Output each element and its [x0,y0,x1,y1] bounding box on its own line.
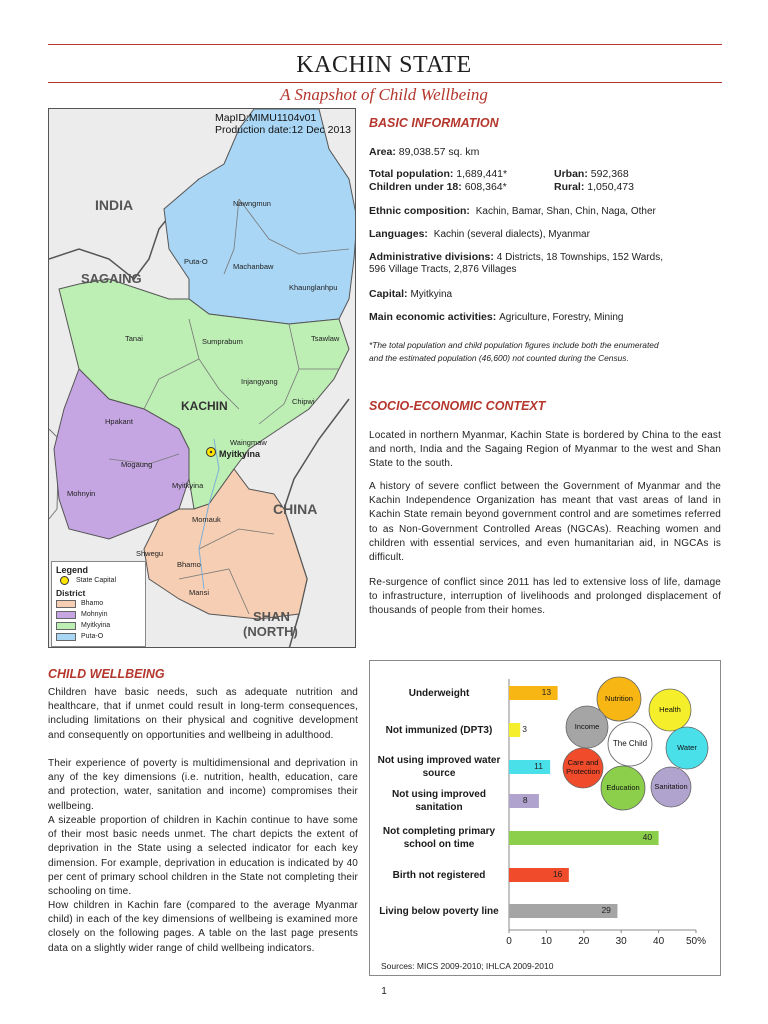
category-label-line: Living below poverty line [379,905,499,917]
township-label: Bhamo [177,560,201,569]
socio-economic-paragraph: Re-surgence of conflict since 2011 has led to extensive loss of life, damage to infrastructure, interruption of livelihoods and prolonged displacement of thousands of people from their homes. [369,577,721,617]
dimension-label: Health [659,705,681,714]
township-label: Injangyang [241,377,278,386]
child-wellbeing-paragraph: Their experience of poverty is multidimensional and deprivation in any of the key dimensions (i.e. nutrition, health, education, care and protection, water, sanitation and income) compromises their wellbeing. [48,758,358,812]
page-subtitle: A Snapshot of Child Wellbeing [280,85,488,104]
admin-value: 4 Districts, 18 Townships, 152 Wards, [496,252,663,263]
area-row [369,146,479,158]
total-population-value: 1,689,441* [456,168,508,180]
township-label: Mansi [189,588,210,597]
map-production-date: Production date:12 Dec 2013 [215,124,352,136]
district-swatch [56,622,76,630]
dimension-label: Water [677,743,697,752]
capital-info-label: Capital: [369,288,408,300]
township-label: Mogaung [121,460,153,469]
district-name: Mohnyin [81,611,108,618]
category-label-line: school on time [403,839,475,850]
rural-value: 1,050,473 [587,181,634,193]
category-label [374,687,504,700]
township-label: Chipwi [292,397,315,406]
child-wellbeing-heading: CHILD WELLBEING [48,667,165,681]
township-label: Mohnyin [67,489,96,498]
rural-label: Rural: [554,181,585,193]
township-label: Sumprabum [202,337,243,346]
dimension-label: Education [606,783,640,792]
township-label: Waingmaw [230,438,267,447]
socio-economic-paragraph: Located in northern Myanmar, Kachin State is bordered by China to the east and north, India and the Sagaing Region of Myanmar to the west and Shan State to the south. [369,430,721,470]
township-label: Khaunglanhpu [289,283,338,292]
child-wellbeing-paragraph: Children have basic needs, such as adequate nutrition and healthcare, that if unmet could result in long-term consequences, including limitations on their physical and cognitive development and consequently on opportunities and wellbeing in adulthood. [48,687,358,741]
region-label-kachin: KACHIN [181,399,228,413]
bar-value-label: 40 [642,832,653,842]
socio-economic-heading: SOCIO-ECONOMIC CONTEXT [369,399,546,413]
category-label-line: Underweight [408,687,470,699]
township-label: Tsawlaw [311,334,340,343]
district-name: Myitkyina [81,622,111,629]
child-wellbeing-paragraph: A sizeable proportion of children in Kachin continue to have some of their most basic needs unmet. The chart depicts the extent of deprivation in the State using a selected indicator for each key dimension. For example, deprivation in education is indicated by 40 per cent of primary school children in the State not completing their schooling on time. [48,815,358,898]
x-tick-label: 0 [506,936,512,947]
x-tick-label: 40 [653,936,665,947]
district-name: Puta-O [81,633,104,640]
category-label-line: source [422,768,456,779]
footnote-line: *The total population and child population figures include both the enumerated [369,340,659,350]
bar-value-label: 16 [552,869,563,879]
dimension-label: Income [574,722,600,731]
footnote-line: and the estimated population (46,600) not counted during the Census. [369,353,629,363]
category-label [374,724,504,737]
total-population-label: Total population: [369,168,454,180]
category-label [374,754,504,780]
district-swatch [56,600,76,608]
bar-value-label: 8 [522,795,528,805]
legend-capital-label: State Capital [76,577,117,584]
township-label: Puta-O [184,257,208,266]
township-label: Tanai [125,334,143,343]
socio-economic-paragraph: A history of severe conflict between the Government of Myanmar and the Kachin Independence Organization has meant that vast areas of land in Kachin State remain beyond government control and are sometimes referred to as Non-Government Controlled Areas (NGCAs). Reaching women and children with essential services, and even humanitarian aid, in NGCAs is difficult. [369,481,721,564]
x-tick-label: 50% [685,936,706,947]
legend-district-row [56,620,141,631]
ethnic-label: Ethnic composition: [369,205,470,217]
category-label-line: Not using improved [392,789,486,800]
township-label: Myitkyina [172,481,204,490]
urban-label: Urban: [554,168,588,180]
top-rule [48,44,722,45]
category-label-line: Birth not registered [392,869,486,881]
urban-value: 592,368 [590,168,629,180]
ethnic-value: Kachin, Bamar, Shan, Chin, Naga, Other [475,206,656,217]
languages-row [369,228,590,240]
bar [509,723,520,737]
languages-label: Languages: [369,228,428,240]
basic-info-heading: BASIC INFORMATION [369,116,499,130]
capital-value: Myitkyina [410,289,453,300]
bar-value-label: 29 [601,905,611,915]
deprivation-chart [369,660,721,976]
category-label-line: sanitation [415,802,463,813]
area-value: 89,038.57 sq. km [398,146,480,158]
category-label-line: Not completing primary [382,826,496,837]
title-rule [48,82,722,83]
legend-district-heading: District [56,588,86,598]
region-label-sagaing: SAGAING [81,271,142,286]
district-swatch [56,633,76,641]
township-label: Shwegu [136,549,164,558]
capital-row [369,288,452,300]
page-title: KACHIN STATE [296,52,472,78]
state-capital-icon [60,576,69,585]
category-label [374,905,504,918]
township-label: Machanbaw [233,262,274,271]
dimension-label: Care and Protection [566,758,600,776]
category-label [374,825,504,851]
township-label: Hpakant [105,417,133,426]
page-number: 1 [381,986,387,997]
economic-label: Main economic activities: [369,311,497,323]
bar [509,760,550,774]
total-population-row [369,168,507,180]
district-swatch [56,611,76,619]
category-label [374,869,504,882]
bar-value-label: 13 [541,687,552,697]
x-tick-label: 30 [615,936,627,947]
dimension-label: Sanitation [654,782,688,791]
population-footnote [369,339,721,365]
category-label [374,788,504,814]
children-row [369,181,507,193]
township-label: Momauk [192,515,221,524]
map-id: MapID:MIMU1104v01 [215,112,317,124]
rural-row [554,181,634,193]
x-tick-label: 20 [578,936,590,947]
bar-value-label: 3 [522,724,527,734]
legend-district-row [56,631,141,642]
category-label-line: Not using improved water [377,755,501,766]
region-label-shan: SHAN [253,609,290,624]
bar [509,831,659,845]
languages-value: Kachin (several dialects), Myanmar [433,229,590,240]
country-label-india: INDIA [95,197,134,213]
legend-title: Legend [56,565,89,575]
urban-row [554,168,629,180]
dimension-label: Nutrition [605,694,633,703]
economic-row [369,311,623,323]
children-value: 608,364* [464,181,507,193]
child-wellbeing-paragraph: How children in Kachin fare (compared to the average Myanmar child) in each of the key dimensions of wellbeing is examined more closely on the following pages. A table on the last page presents data on a slightly wider range of child wellbeing indicators. [48,900,358,954]
region-label-shan-north: (NORTH) [243,624,298,639]
district-name: Bhamo [81,600,104,607]
chart-source: Sources: MICS 2009-2010; IHLCA 2009-2010 [381,961,554,971]
legend-district-row [56,609,141,620]
state-map [48,108,356,648]
category-label-line: Not immunized (DPT3) [385,724,493,736]
x-tick-label: 10 [540,936,552,947]
township-label: Nawngmun [233,199,271,208]
children-label: Children under 18: [369,181,462,193]
ethnic-row [369,205,656,217]
legend-district-row [56,598,141,609]
legend-capital-row [56,575,141,586]
economic-value: Agriculture, Forestry, Mining [499,312,624,323]
country-label-china: CHINA [273,501,318,517]
area-label: Area: [369,146,396,158]
admin-value-line-2: 596 Village Tracts, 2,876 Villages [369,264,517,275]
bar-value-label: 11 [534,761,543,771]
admin-row [369,251,663,263]
dimension-label: The Child [612,739,648,748]
capital-label: Myitkyina [219,449,261,459]
map-legend [51,561,146,647]
admin-label: Administrative divisions: [369,251,494,263]
